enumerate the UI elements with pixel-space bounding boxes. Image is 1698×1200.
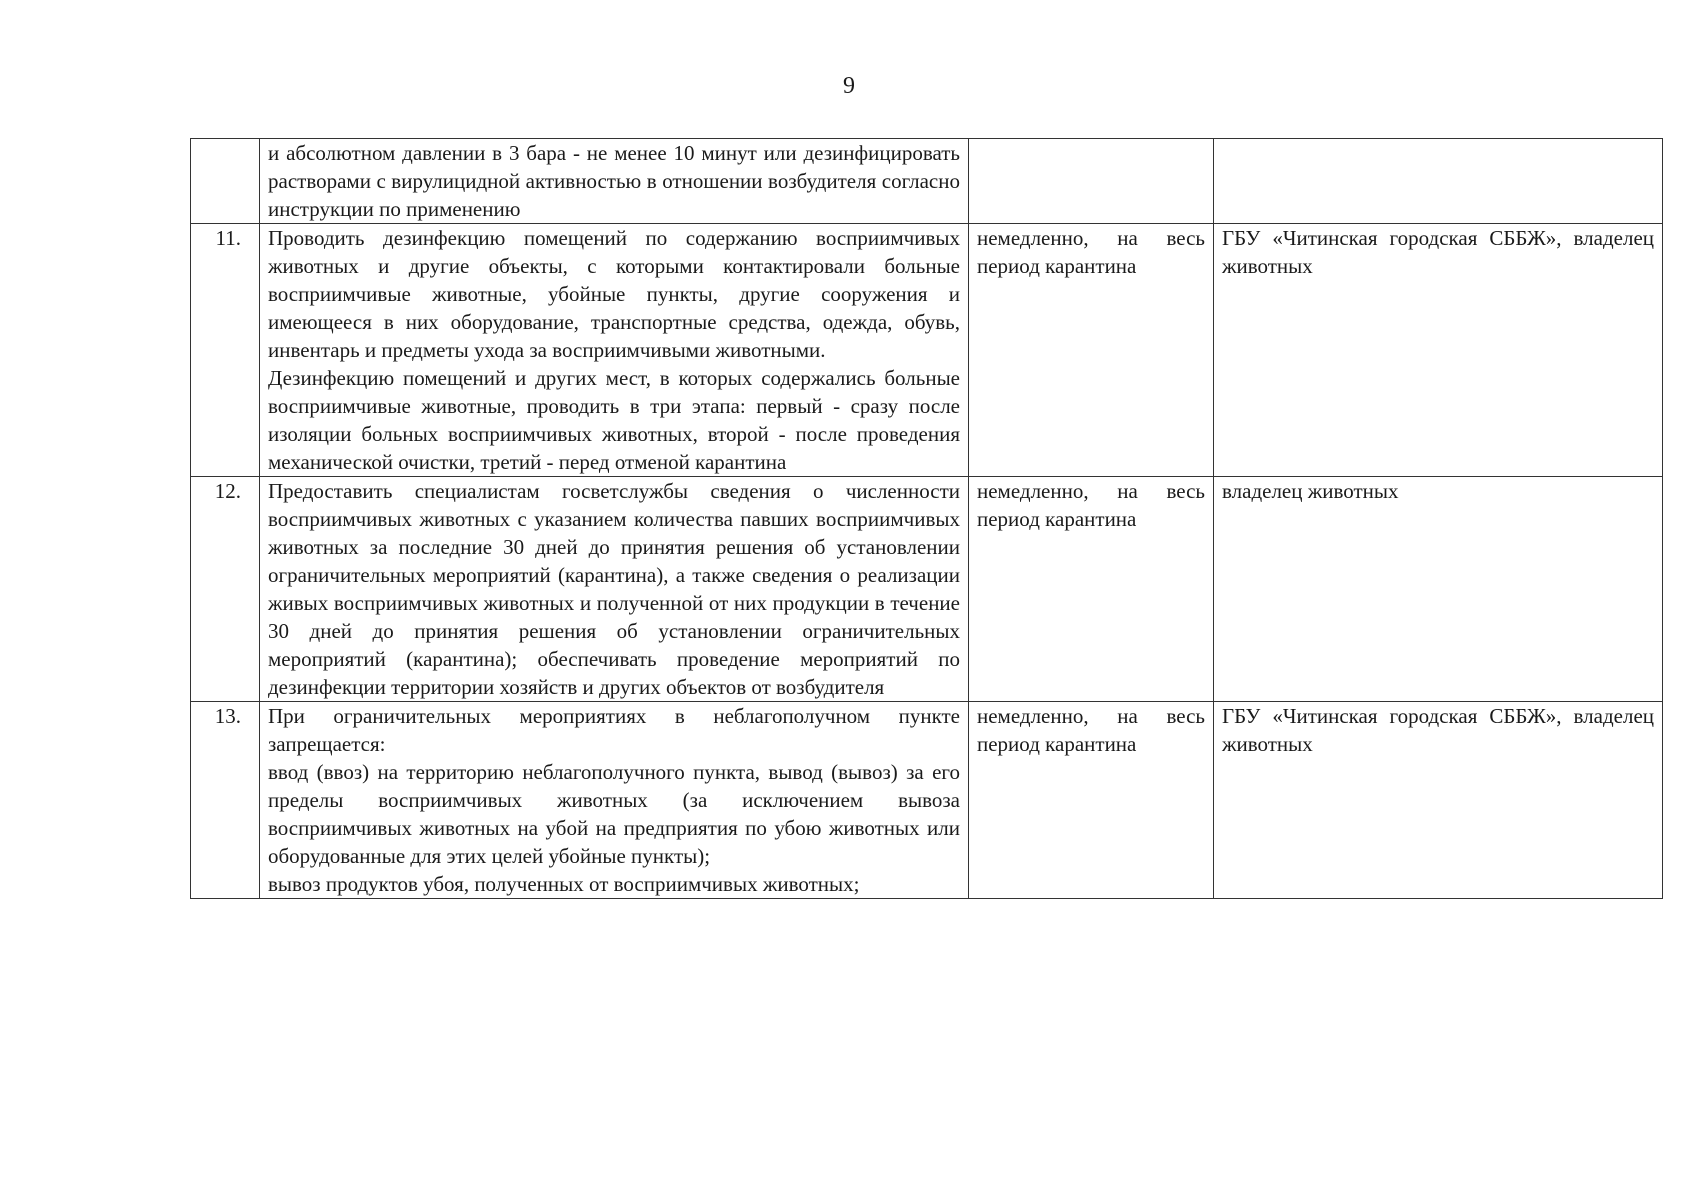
measure-paragraph: При ограничительных мероприятиях в неблагополучном пункте запрещается: bbox=[268, 704, 960, 756]
measure-paragraph: Предоставить специалистам госветслужбы сведения о численности восприимчивых животных с указанием количества павших восприимчивых животных за последние 30 дней до принятия решения об установлении ограничительных мероприятий (карантина), а также сведения о реализации живых восприимчивых животных и полученной от них продукции в течение 30 дней до принятия решения об установлении ограничительных мероприятий (карантина); обеспечивать проведение мероприятий по дезинфекции территории хозяйств и других объектов от возбудителя bbox=[268, 479, 960, 699]
table-row bbox=[191, 702, 1663, 899]
table-row bbox=[191, 224, 1663, 477]
measure-description bbox=[260, 702, 969, 899]
measure-responsible bbox=[1214, 139, 1663, 224]
measure-responsible bbox=[1214, 477, 1663, 702]
table-row bbox=[191, 139, 1663, 224]
term-text: немедленно, на весь период карантина bbox=[977, 479, 1205, 531]
page-number: 9 bbox=[843, 73, 855, 99]
measure-description bbox=[260, 139, 969, 224]
measure-paragraph: вывоз продуктов убоя, полученных от восприимчивых животных; bbox=[268, 872, 860, 896]
row-number: 12. bbox=[191, 477, 260, 702]
measure-term bbox=[969, 477, 1214, 702]
measures-table bbox=[190, 138, 1663, 899]
measure-paragraph: Проводить дезинфекцию помещений по содержанию восприимчивых животных и другие объекты, с которыми контактировали больные восприимчивые животные, убойные пункты, другие сооружения и имеющееся в них оборудование, транспортные средства, одежда, обувь, инвентарь и предметы ухода за восприимчивыми животными. bbox=[268, 226, 960, 362]
measure-description bbox=[260, 477, 969, 702]
measure-paragraph: Дезинфекцию помещений и других мест, в которых содержались больные восприимчивые животные, проводить в три этапа: первый - сразу после изоляции больных восприимчивых животных, второй - после проведения механической очистки, третий - перед отменой карантина bbox=[268, 366, 960, 474]
measure-description bbox=[260, 224, 969, 477]
measure-term bbox=[969, 224, 1214, 477]
measure-paragraph: ввод (ввоз) на территорию неблагополучного пункта, вывод (вывоз) за его пределы восприимчивых животных (за исключением вывоза восприимчивых животных на убой на предприятия по убою животных или оборудованные для этих целей убойные пункты); bbox=[268, 760, 960, 868]
row-number: 13. bbox=[191, 702, 260, 899]
measure-responsible bbox=[1214, 224, 1663, 477]
measure-responsible bbox=[1214, 702, 1663, 899]
table-row bbox=[191, 477, 1663, 702]
responsible-text: владелец животных bbox=[1222, 479, 1399, 503]
measure-term bbox=[969, 139, 1214, 224]
responsible-text: ГБУ «Читинская городская СББЖ», владелец животных bbox=[1222, 226, 1654, 278]
row-number bbox=[191, 139, 260, 224]
responsible-text: ГБУ «Читинская городская СББЖ», владелец животных bbox=[1222, 704, 1654, 756]
row-number: 11. bbox=[191, 224, 260, 477]
measure-term bbox=[969, 702, 1214, 899]
term-text: немедленно, на весь период карантина bbox=[977, 704, 1205, 756]
term-text: немедленно, на весь период карантина bbox=[977, 226, 1205, 278]
measure-paragraph: и абсолютном давлении в 3 бара - не менее 10 минут или дезинфицировать растворами с вирулицидной активностью в отношении возбудителя согласно инструкции по применению bbox=[268, 141, 960, 221]
